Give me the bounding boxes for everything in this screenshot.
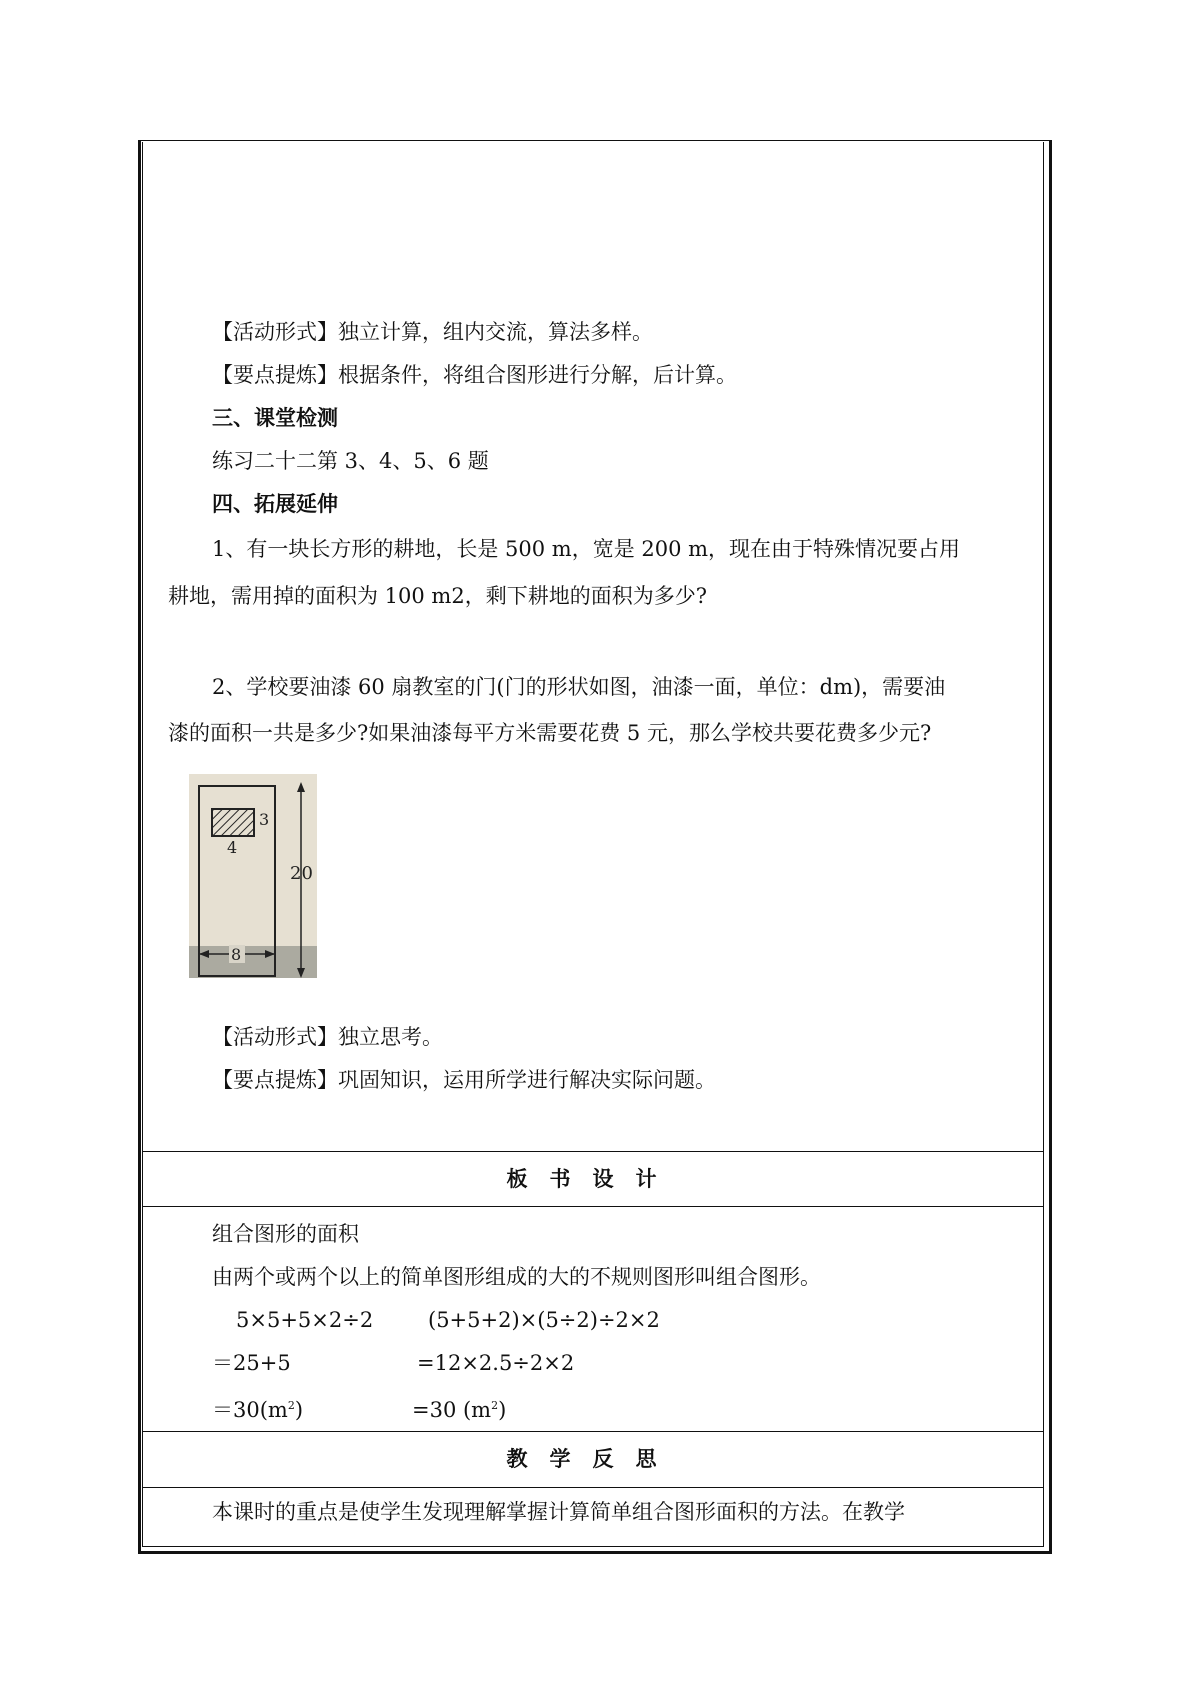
board-design-title: 板书设计	[506, 1167, 679, 1191]
section-4-title: 四、拓展延伸	[212, 492, 338, 516]
calc-left-3	[212, 1392, 303, 1424]
calc-left-3-text: ＝30(m	[212, 1398, 288, 1422]
key-point-2: 【要点提炼】巩固知识，运用所学进行解决实际问题。	[212, 1068, 716, 1092]
calc-right-3	[412, 1392, 506, 1424]
activity-form-2: 【活动形式】独立思考。	[212, 1025, 443, 1049]
question-2-line-2: 漆的面积一共是多少?如果油漆每平方米需要花费 5 元，那么学校共要花费多少元?	[168, 721, 932, 745]
question-1-line-1: 1、有一块长方形的耕地，长是 500 m，宽是 200 m，现在由于特殊情况要占用	[212, 537, 961, 561]
divider	[142, 1431, 1043, 1432]
window-width-label: 4	[227, 838, 238, 857]
question-1-line-2: 耕地，需用掉的面积为 100 m2，剩下耕地的面积为多少?	[168, 584, 707, 608]
calc-right-3-text: =30 (m	[412, 1398, 492, 1422]
section-3-text: 练习二十二第 3、4、5、6 题	[212, 449, 489, 473]
unit-close: )	[294, 1398, 304, 1422]
question-2-line-1: 2、学校要油漆 60 扇教室的门(门的形状如图，油漆一面，单位：dm)，需要油	[212, 675, 946, 699]
reflection-title: 教学反思	[506, 1447, 679, 1471]
unit-superscript: 2	[287, 1399, 295, 1412]
activity-form-1: 【活动形式】独立计算，组内交流，算法多样。	[212, 320, 653, 344]
calc-left-1: 5×5+5×2÷2	[236, 1308, 374, 1332]
door-height-label: 20	[290, 863, 313, 884]
door-diagram	[189, 774, 317, 978]
door-width-label: 8	[231, 945, 242, 964]
divider	[142, 1206, 1043, 1207]
board-line-2: 由两个或两个以上的简单图形组成的大的不规则图形叫组合图形。	[212, 1265, 821, 1289]
key-point-1: 【要点提炼】根据条件，将组合图形进行分解，后计算。	[212, 363, 737, 387]
divider	[142, 1151, 1043, 1152]
reflection-line-1: 本课时的重点是使学生发现理解掌握计算简单组合图形面积的方法。在教学	[212, 1500, 905, 1524]
calc-right-2: =12×2.5÷2×2	[417, 1351, 575, 1375]
divider	[142, 1487, 1043, 1488]
calc-right-1: (5+5+2)×(5÷2)÷2×2	[428, 1308, 660, 1332]
board-line-1: 组合图形的面积	[212, 1222, 359, 1246]
section-3-title: 三、课堂检测	[212, 406, 338, 430]
unit-superscript: 2	[491, 1399, 499, 1412]
unit-close: )	[498, 1398, 507, 1422]
calc-left-2: ＝25+5	[212, 1351, 291, 1375]
window-height-label: 3	[259, 810, 270, 829]
